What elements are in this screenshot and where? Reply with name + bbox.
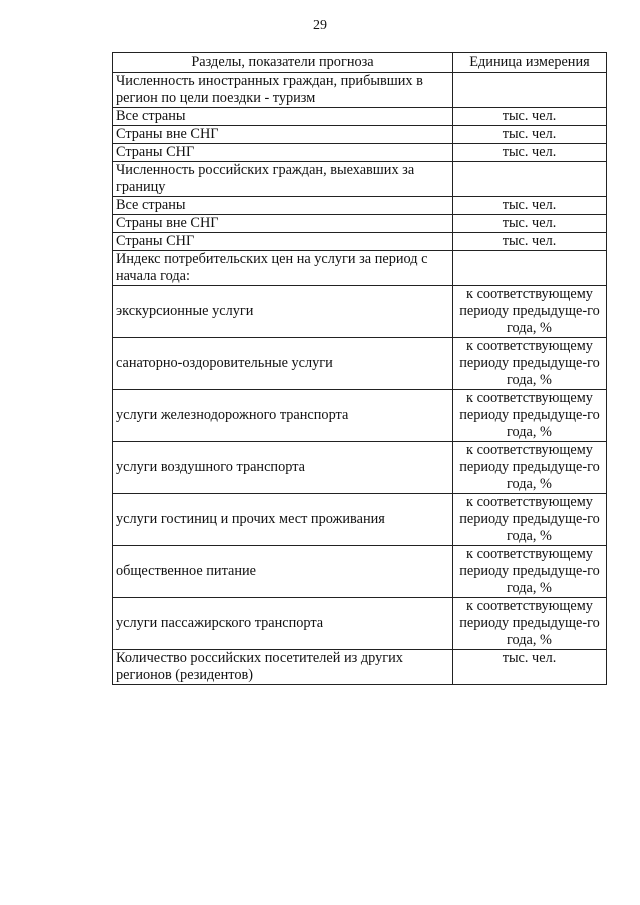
table-row [113, 598, 607, 650]
table-row [113, 126, 607, 144]
indicator-unit: к соответствующему периоду предыдуще-го года, % [453, 494, 607, 546]
indicator-unit: тыс. чел. [453, 108, 607, 126]
table-row [113, 338, 607, 390]
indicator-name: Страны вне СНГ [113, 126, 453, 144]
indicator-name: Индекс потребительских цен на услуги за период с начала года: [113, 251, 453, 286]
page-number: 29 [313, 18, 327, 33]
indicator-name: санаторно-оздоровительные услуги [113, 338, 453, 390]
indicator-unit: тыс. чел. [453, 233, 607, 251]
table-header-row [113, 53, 607, 73]
column-header-unit: Единица измерения [453, 53, 607, 73]
indicator-name: Страны вне СНГ [113, 215, 453, 233]
section-row [113, 73, 607, 108]
indicator-unit: к соответствующему периоду предыдуще-го года, % [453, 338, 607, 390]
table-row [113, 108, 607, 126]
indicator-unit: тыс. чел. [453, 650, 607, 685]
table-row [113, 546, 607, 598]
indicator-unit: к соответствующему периоду предыдуще-го года, % [453, 598, 607, 650]
indicator-unit: тыс. чел. [453, 215, 607, 233]
table-row [113, 390, 607, 442]
indicator-unit [453, 162, 607, 197]
table-row [113, 442, 607, 494]
indicator-unit: тыс. чел. [453, 197, 607, 215]
indicator-name: Количество российских посетителей из других регионов (резидентов) [113, 650, 453, 685]
table-row [113, 650, 607, 685]
indicator-unit: к соответствующему периоду предыдуще-го года, % [453, 286, 607, 338]
table-row [113, 494, 607, 546]
table-row [113, 144, 607, 162]
indicator-name: услуги гостиниц и прочих мест проживания [113, 494, 453, 546]
indicator-name: Все страны [113, 108, 453, 126]
indicator-name: услуги воздушного транспорта [113, 442, 453, 494]
indicator-name: услуги пассажирского транспорта [113, 598, 453, 650]
indicator-name: Страны СНГ [113, 233, 453, 251]
table-row [113, 215, 607, 233]
table-row [113, 233, 607, 251]
indicator-unit: к соответствующему периоду предыдуще-го года, % [453, 442, 607, 494]
table-row [113, 286, 607, 338]
indicator-name: услуги железнодорожного транспорта [113, 390, 453, 442]
indicator-name: экскурсионные услуги [113, 286, 453, 338]
indicator-name: Все страны [113, 197, 453, 215]
indicator-unit: тыс. чел. [453, 126, 607, 144]
indicator-name: Численность российских граждан, выехавших за границу [113, 162, 453, 197]
column-header-sections: Разделы, показатели прогноза [113, 53, 453, 73]
section-row [113, 162, 607, 197]
indicator-name: Страны СНГ [113, 144, 453, 162]
table-row [113, 197, 607, 215]
section-row [113, 251, 607, 286]
indicator-unit: тыс. чел. [453, 144, 607, 162]
indicator-name: общественное питание [113, 546, 453, 598]
forecast-indicators-table [112, 52, 607, 685]
indicator-name: Численность иностранных граждан, прибывших в регион по цели поездки - туризм [113, 73, 453, 108]
indicator-unit [453, 73, 607, 108]
indicator-unit: к соответствующему периоду предыдуще-го года, % [453, 546, 607, 598]
indicator-unit: к соответствующему периоду предыдуще-го года, % [453, 390, 607, 442]
indicator-unit [453, 251, 607, 286]
